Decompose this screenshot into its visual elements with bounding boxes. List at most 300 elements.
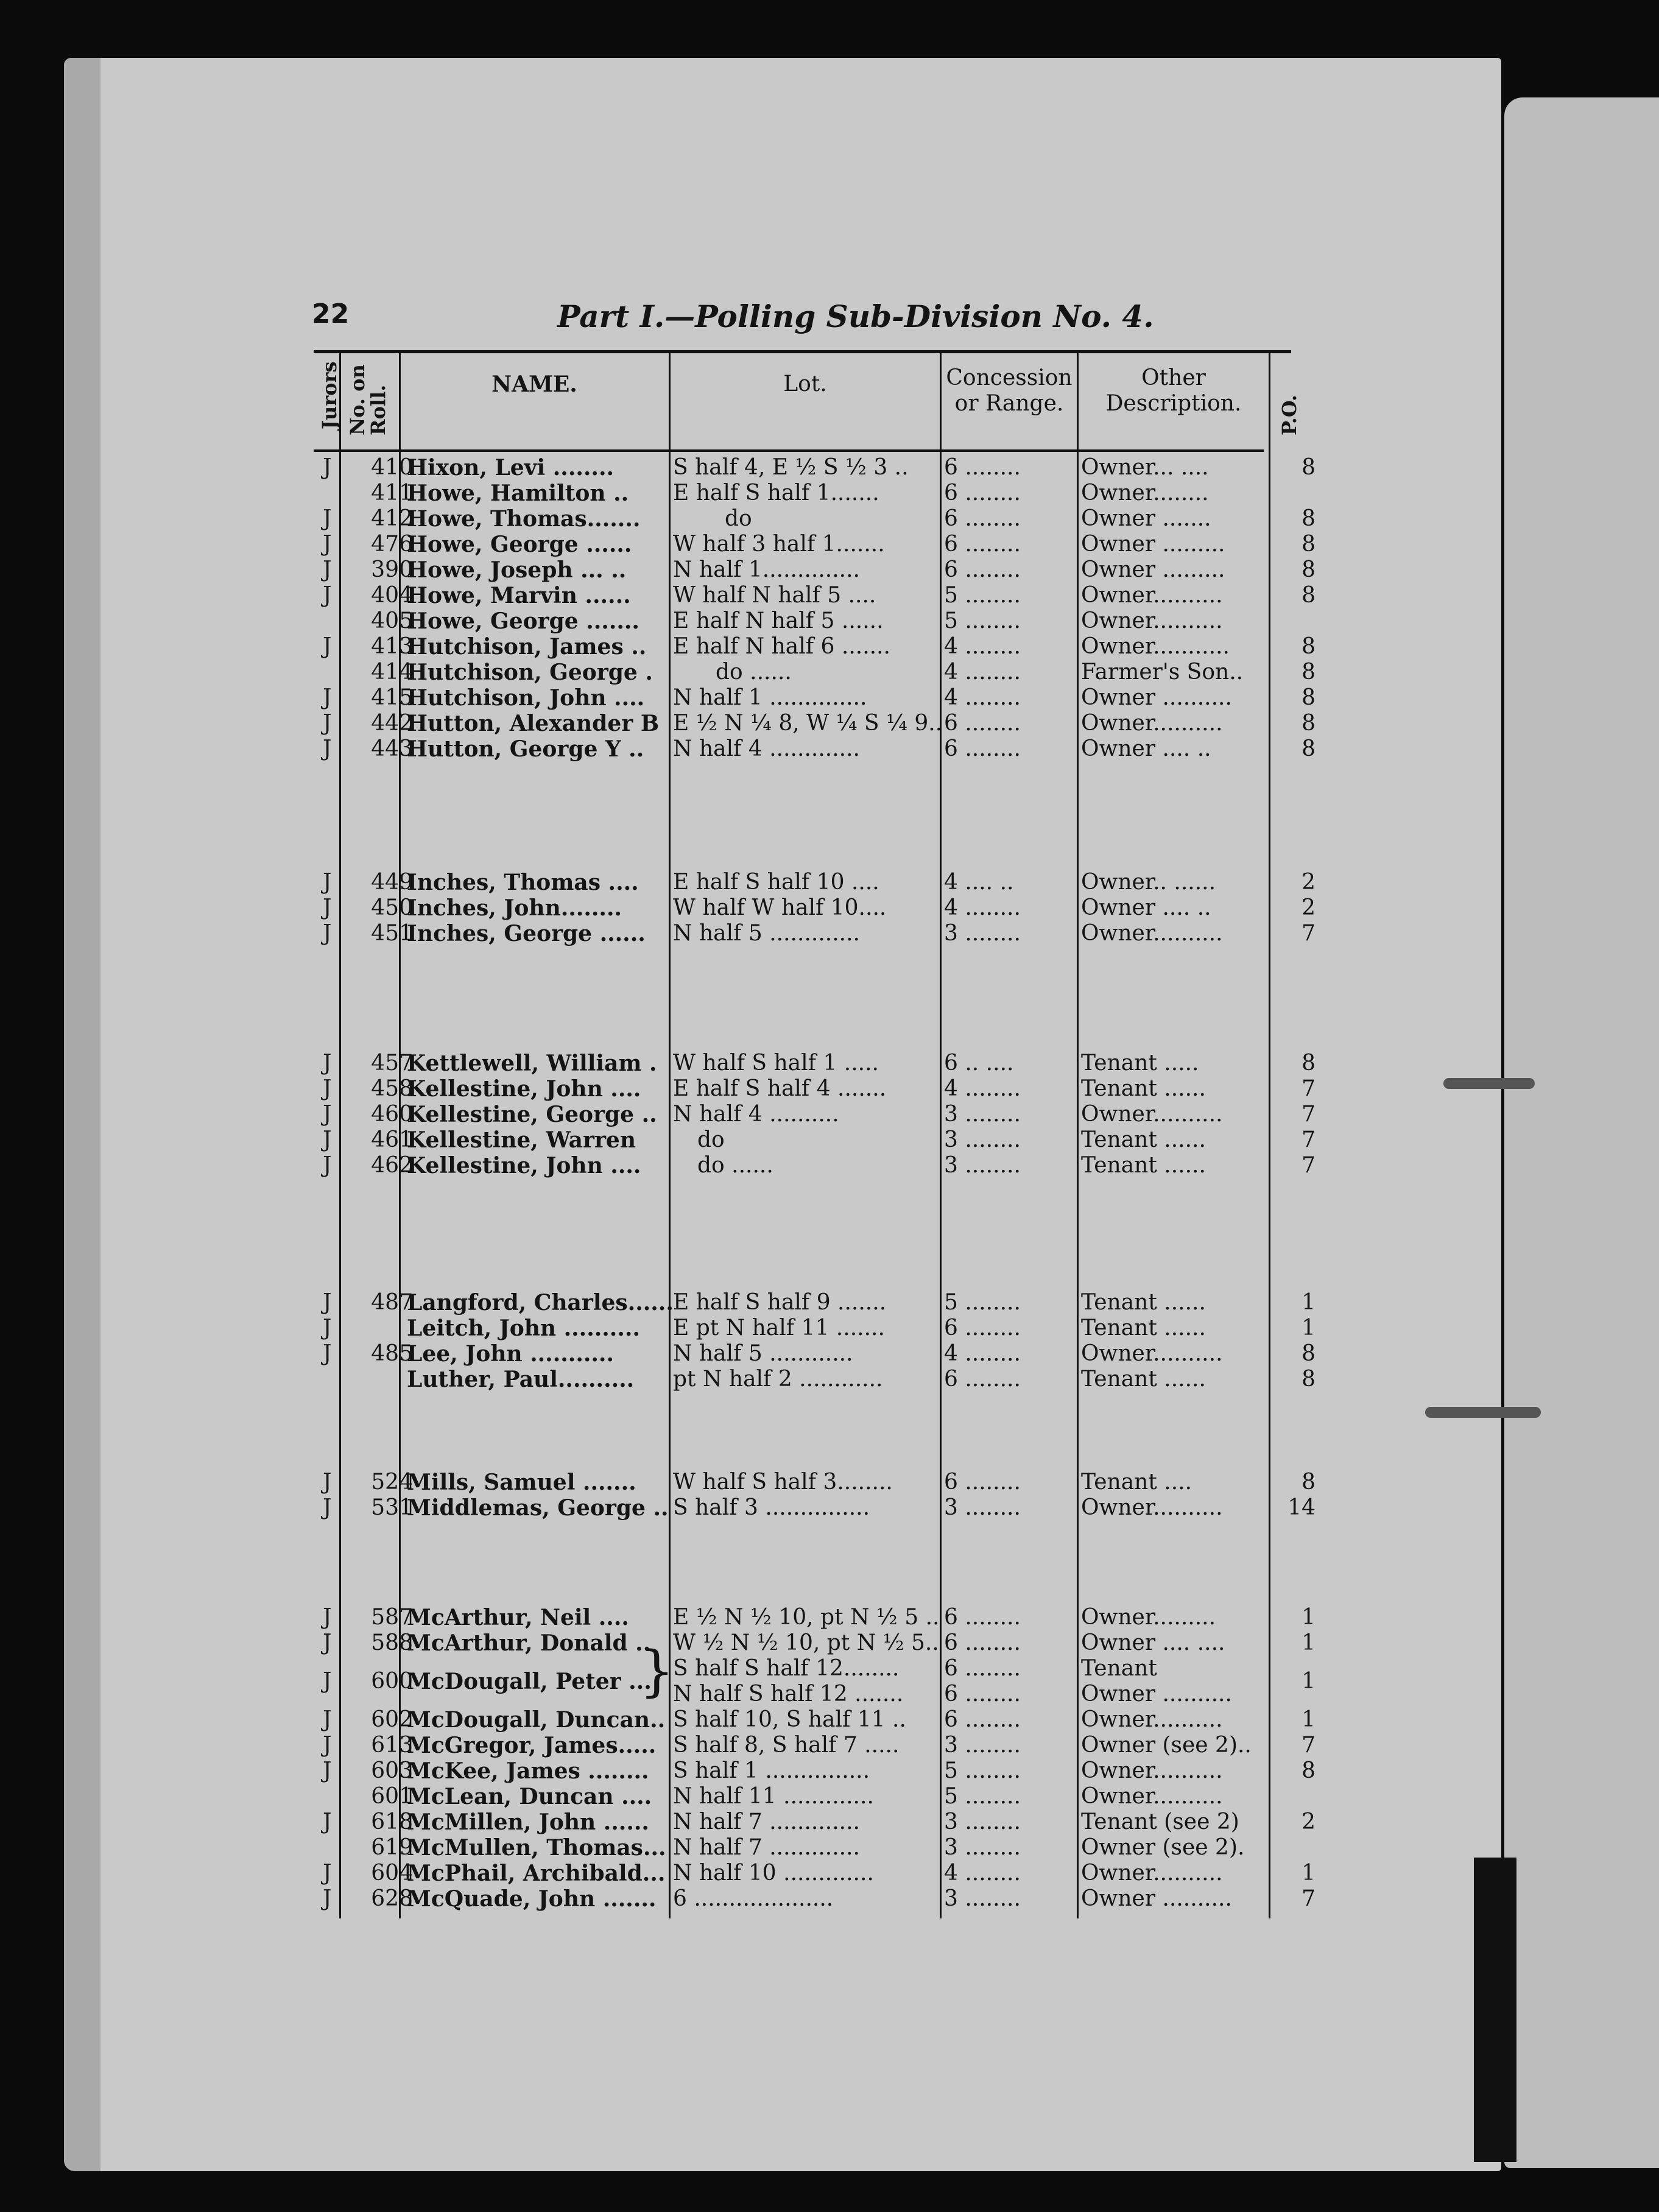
brace-mark: } xyxy=(639,1640,675,1703)
cell-name: Hutton, George Y .. xyxy=(407,736,644,762)
cell-lot: N half 4 ............. xyxy=(673,736,860,761)
cell-jurors: J xyxy=(323,736,332,761)
table-row xyxy=(317,1153,1316,1178)
cell-po: 14 xyxy=(1287,1495,1316,1520)
cell-lot: do xyxy=(697,1127,725,1152)
cell-po: 8 xyxy=(1301,455,1316,480)
cell-jurors: J xyxy=(323,1341,332,1366)
page-fold-shadow xyxy=(1474,1858,1516,2162)
cell-lot: S half 1 ............... xyxy=(673,1758,870,1783)
table-row xyxy=(317,711,1316,736)
col-header-po: P.O. xyxy=(1278,394,1301,435)
cell-other: Owner.. ...... xyxy=(1081,870,1216,895)
cell-no: 410 xyxy=(371,455,413,480)
table-row xyxy=(317,870,1316,895)
cell-no: 613 xyxy=(371,1733,413,1758)
cell-po: 1 xyxy=(1301,1316,1316,1340)
table-row xyxy=(317,1102,1316,1127)
cell-po: 1 xyxy=(1301,1707,1316,1732)
cell-other: Owner... .... xyxy=(1081,455,1209,480)
cell-jurors: J xyxy=(323,1495,332,1520)
table-row xyxy=(317,736,1316,762)
table-row xyxy=(317,506,1316,532)
cell-po: 7 xyxy=(1301,1076,1316,1101)
cell-concession: 6 ........ xyxy=(944,1682,1021,1707)
table-row xyxy=(317,1367,1316,1392)
cell-concession: 5 ........ xyxy=(944,1784,1021,1809)
cell-concession: 3 ........ xyxy=(944,1495,1021,1520)
cell-lot: W ½ N ½ 10, pt N ½ 5.. xyxy=(673,1630,939,1655)
cell-lot: do ...... xyxy=(697,1153,773,1178)
cell-jurors: J xyxy=(323,557,332,582)
cell-no: 619 xyxy=(371,1835,413,1860)
cell-other: Tenant ...... xyxy=(1081,1153,1206,1178)
table-row xyxy=(317,1758,1316,1784)
cell-concession: 6 ........ xyxy=(944,1707,1021,1732)
cell-lot: E half S half 4 ....... xyxy=(673,1076,887,1101)
cell-jurors: J xyxy=(323,1886,332,1911)
cell-po: 1 xyxy=(1301,1861,1316,1886)
binding-mark xyxy=(1425,1407,1541,1418)
cell-name: Hutchison, John .... xyxy=(407,685,645,711)
cell-lot: N half 7 ............. xyxy=(673,1835,860,1860)
cell-po: 2 xyxy=(1301,870,1316,895)
cell-jurors: J xyxy=(323,870,332,895)
cell-name: McArthur, Neil .... xyxy=(407,1605,629,1630)
cell-jurors: J xyxy=(323,1861,332,1886)
cell-lot: N half 1.............. xyxy=(673,557,860,582)
cell-concession: 4 ........ xyxy=(944,1076,1021,1101)
cell-lot: E pt N half 11 ....... xyxy=(673,1316,885,1340)
cell-lot: S half 10, S half 11 .. xyxy=(673,1707,906,1732)
table-row xyxy=(317,634,1316,660)
cell-lot: E half S half 9 ....... xyxy=(673,1290,887,1315)
cell-no: 450 xyxy=(371,895,413,920)
cell-po: 2 xyxy=(1301,1809,1316,1834)
cell-jurors: J xyxy=(323,1733,332,1758)
cell-po: 2 xyxy=(1301,895,1316,920)
cell-concession: 3 ........ xyxy=(944,1733,1021,1758)
cell-other: Owner .... .. xyxy=(1081,736,1211,761)
cell-name: McPhail, Archibald... xyxy=(407,1861,666,1886)
table-row xyxy=(317,608,1303,634)
cell-lot: N half 1 .............. xyxy=(673,685,867,710)
col-header-no-on-roll: No. on Roll. xyxy=(346,364,390,435)
cell-other: Owner.......... xyxy=(1081,1707,1223,1732)
cell-jurors: J xyxy=(323,1669,332,1694)
cell-name: McMullen, Thomas... xyxy=(407,1835,666,1861)
cell-other: Owner.......... xyxy=(1081,608,1223,633)
cell-po: 8 xyxy=(1301,1758,1316,1783)
cell-lot: do ...... xyxy=(716,660,792,685)
cell-po: 8 xyxy=(1301,506,1316,531)
cell-jurors: J xyxy=(323,711,332,736)
cell-other: Owner.......... xyxy=(1081,1102,1223,1127)
cell-lot: N half 5 ............. xyxy=(673,921,860,946)
table-row xyxy=(317,557,1316,583)
cell-po: 8 xyxy=(1301,532,1316,557)
table-row xyxy=(317,895,1316,921)
col-header-jurors: Jurors xyxy=(318,361,341,429)
cell-other: Tenant ...... xyxy=(1081,1290,1206,1315)
cell-po: 8 xyxy=(1301,634,1316,659)
cell-no: 600 xyxy=(371,1669,413,1694)
cell-no: 487 xyxy=(371,1290,413,1315)
table-row xyxy=(317,1784,1303,1809)
cell-concession: 6 ........ xyxy=(944,532,1021,557)
table-row xyxy=(317,1470,1316,1495)
binding-mark xyxy=(1443,1078,1535,1089)
cell-concession: 5 ........ xyxy=(944,608,1021,633)
header-bottom-rule xyxy=(314,449,1264,452)
cell-name: Kellestine, John .... xyxy=(407,1153,641,1178)
cell-name: Langford, Charles...... xyxy=(407,1290,674,1316)
cell-no: 414 xyxy=(371,660,413,685)
cell-po: 1 xyxy=(1301,1630,1316,1655)
cell-name: Luther, Paul.......... xyxy=(407,1367,635,1392)
cell-other: Owner.......... xyxy=(1081,1495,1223,1520)
cell-name: Hutton, Alexander B xyxy=(407,711,660,736)
cell-concession: 3 ........ xyxy=(944,1835,1021,1860)
cell-other: Owner .......... xyxy=(1081,685,1232,710)
cell-lot: N half 5 ............ xyxy=(673,1341,853,1366)
cell-no: 476 xyxy=(371,532,413,557)
cell-other: Owner.......... xyxy=(1081,1341,1223,1366)
cell-po: 7 xyxy=(1301,1886,1316,1911)
table-row xyxy=(317,1733,1316,1758)
cell-other: Owner (see 2).. xyxy=(1081,1733,1252,1758)
cell-concession: 6 ........ xyxy=(944,1630,1021,1655)
cell-name: Leitch, John .......... xyxy=(407,1316,640,1341)
table-row xyxy=(317,1605,1316,1630)
col-header-concession: Concession or Range. xyxy=(946,365,1073,416)
cell-other: Tenant ...... xyxy=(1081,1127,1206,1152)
cell-no: 458 xyxy=(371,1076,413,1101)
cell-name: McDougall, Duncan.. xyxy=(407,1707,666,1733)
cell-name: McGregor, James..... xyxy=(407,1733,657,1758)
table-row xyxy=(317,1835,1303,1861)
cell-no: 443 xyxy=(371,736,413,761)
cell-name: Kellestine, George .. xyxy=(407,1102,657,1127)
table-row xyxy=(317,455,1316,481)
cell-concession: 6 ........ xyxy=(944,506,1021,531)
cell-no: 601 xyxy=(371,1784,413,1809)
page-title: Part I.—Polling Sub-Division No. 4. xyxy=(557,298,1154,334)
cell-po: 1 xyxy=(1301,1669,1316,1694)
cell-no: 405 xyxy=(371,608,413,633)
table-row xyxy=(317,685,1316,711)
cell-no: 415 xyxy=(371,685,413,710)
cell-other: Tenant ..... xyxy=(1081,1051,1199,1076)
cell-lot: S half S half 12........ xyxy=(673,1656,900,1681)
cell-no: 602 xyxy=(371,1707,413,1732)
cell-concession: 6 ........ xyxy=(944,1470,1021,1495)
cell-other: Owner........ xyxy=(1081,481,1209,505)
cell-lot: W half W half 10.... xyxy=(673,895,887,920)
cell-no: 524 xyxy=(371,1470,413,1495)
cell-jurors: J xyxy=(323,1707,332,1732)
table-row xyxy=(317,1630,1316,1656)
cell-concession: 4 ........ xyxy=(944,1861,1021,1886)
cell-no: 413 xyxy=(371,634,413,659)
cell-other: Owner.......... xyxy=(1081,583,1223,608)
cell-po: 7 xyxy=(1301,1733,1316,1758)
cell-po: 8 xyxy=(1301,711,1316,736)
cell-no: 587 xyxy=(371,1605,413,1630)
cell-name: Howe, Thomas....... xyxy=(407,506,641,532)
cell-lot: N half 11 ............. xyxy=(673,1784,874,1809)
cell-no: 461 xyxy=(371,1127,413,1152)
table-row xyxy=(317,1861,1316,1886)
cell-jurors: J xyxy=(323,1316,332,1340)
cell-lot: W half 3 half 1....... xyxy=(673,532,885,557)
cell-concession: 4 .... .. xyxy=(944,870,1014,895)
cell-name: Kettlewell, William . xyxy=(407,1051,657,1076)
cell-lot: E ½ N ¼ 8, W ¼ S ¼ 9.. xyxy=(673,711,943,736)
cell-po: 7 xyxy=(1301,1127,1316,1152)
cell-jurors: J xyxy=(323,1102,332,1127)
cell-concession: 3 ........ xyxy=(944,1153,1021,1178)
cell-concession: 4 ........ xyxy=(944,634,1021,659)
cell-po: 7 xyxy=(1301,921,1316,946)
table-row xyxy=(317,1809,1316,1835)
cell-concession: 5 ........ xyxy=(944,1290,1021,1315)
cell-no: 485 xyxy=(371,1341,413,1366)
cell-other: Farmer's Son.. xyxy=(1081,660,1244,685)
cell-other: Owner ....... xyxy=(1081,506,1211,531)
cell-concession: 3 ........ xyxy=(944,1127,1021,1152)
table-row xyxy=(317,1127,1316,1153)
cell-jurors: J xyxy=(323,1758,332,1783)
cell-other: Owner.......... xyxy=(1081,1861,1223,1886)
cell-lot: N half 4 .......... xyxy=(673,1102,839,1127)
cell-concession: 6 ........ xyxy=(944,1605,1021,1630)
cell-jurors: J xyxy=(323,583,332,608)
cell-jurors: J xyxy=(323,1153,332,1178)
table-row xyxy=(317,1886,1316,1912)
cell-no: 628 xyxy=(371,1886,413,1911)
facing-page-edge xyxy=(1504,97,1659,2168)
cell-jurors: J xyxy=(323,895,332,920)
cell-other: Tenant xyxy=(1081,1656,1157,1681)
cell-other: Owner ......... xyxy=(1081,557,1225,582)
cell-no: 404 xyxy=(371,583,413,608)
cell-lot: E half S half 1....... xyxy=(673,481,879,505)
cell-name: Mills, Samuel ....... xyxy=(407,1470,636,1495)
cell-other: Owner......... xyxy=(1081,1605,1216,1630)
cell-lot: E ½ N ½ 10, pt N ½ 5 .. xyxy=(673,1605,940,1630)
cell-concession: 6 ........ xyxy=(944,711,1021,736)
cell-concession: 4 ........ xyxy=(944,1341,1021,1366)
cell-name: McLean, Duncan .... xyxy=(407,1784,652,1809)
cell-name: Middlemas, George .. xyxy=(407,1495,669,1521)
table-row xyxy=(317,1076,1316,1102)
cell-concession: 4 ........ xyxy=(944,895,1021,920)
cell-jurors: J xyxy=(323,921,332,946)
page-number: 22 xyxy=(312,298,350,329)
cell-concession: 5 ........ xyxy=(944,583,1021,608)
table-row xyxy=(317,1051,1316,1076)
cell-no: 531 xyxy=(371,1495,413,1520)
cell-name: Hixon, Levi ........ xyxy=(407,455,615,481)
cell-jurors: J xyxy=(323,1470,332,1495)
cell-lot: W half S half 1 ..... xyxy=(673,1051,879,1076)
cell-concession: 4 ........ xyxy=(944,660,1021,685)
cell-name: McMillen, John ...... xyxy=(407,1809,649,1835)
cell-lot: N half 7 ............. xyxy=(673,1809,860,1834)
cell-concession: 3 ........ xyxy=(944,1886,1021,1911)
cell-jurors: J xyxy=(323,1127,332,1152)
col-header-name: NAME. xyxy=(491,372,577,397)
cell-concession: 6 ........ xyxy=(944,557,1021,582)
cell-name: Inches, George ...... xyxy=(407,921,646,946)
cell-jurors: J xyxy=(323,1076,332,1101)
cell-name: McQuade, John ....... xyxy=(407,1886,657,1912)
cell-no: 462 xyxy=(371,1153,413,1178)
cell-name: McDougall, Peter ... xyxy=(407,1669,652,1694)
cell-no: 604 xyxy=(371,1861,413,1886)
cell-lot: S half 4, E ½ S ½ 3 .. xyxy=(673,455,909,480)
cell-po: 7 xyxy=(1301,1153,1316,1178)
cell-no: 451 xyxy=(371,921,413,946)
cell-po: 8 xyxy=(1301,1341,1316,1366)
cell-name: Inches, Thomas .... xyxy=(407,870,639,895)
cell-no: 390 xyxy=(371,557,413,582)
cell-no: 442 xyxy=(371,711,413,736)
cell-lot: N half 10 ............. xyxy=(673,1861,874,1886)
cell-name: McArthur, Donald .. xyxy=(407,1630,651,1656)
cell-name: Howe, Marvin ...... xyxy=(407,583,631,608)
cell-jurors: J xyxy=(323,685,332,710)
cell-lot: W half N half 5 .... xyxy=(673,583,876,608)
col-header-lot: Lot. xyxy=(783,372,827,396)
cell-other: Owner .... .. xyxy=(1081,895,1211,920)
cell-concession: 6 ........ xyxy=(944,481,1021,505)
cell-name: Kellestine, John .... xyxy=(407,1076,641,1102)
cell-po: 8 xyxy=(1301,736,1316,761)
cell-concession: 6 ........ xyxy=(944,1367,1021,1392)
cell-jurors: J xyxy=(323,506,332,531)
cell-lot: pt N half 2 ............ xyxy=(673,1367,883,1392)
table-row xyxy=(317,583,1316,608)
cell-po: 7 xyxy=(1301,1102,1316,1127)
cell-po: 8 xyxy=(1301,1470,1316,1495)
cell-other: Owner.......... xyxy=(1081,1758,1223,1783)
cell-jurors: J xyxy=(323,455,332,480)
table-row xyxy=(317,921,1316,946)
cell-concession: 6 .. .... xyxy=(944,1051,1014,1076)
cell-other: Owner (see 2). xyxy=(1081,1835,1245,1860)
cell-name: Howe, George ...... xyxy=(407,532,632,557)
cell-other: Owner .......... xyxy=(1081,1886,1232,1911)
cell-concession: 3 ........ xyxy=(944,1809,1021,1834)
cell-jurors: J xyxy=(323,1605,332,1630)
cell-name: Hutchison, James .. xyxy=(407,634,647,660)
cell-concession: 6 ........ xyxy=(944,455,1021,480)
cell-jurors: J xyxy=(323,532,332,557)
cell-po: 1 xyxy=(1301,1605,1316,1630)
cell-concession: 3 ........ xyxy=(944,1102,1021,1127)
cell-po: 1 xyxy=(1301,1290,1316,1315)
cell-lot: S half 8, S half 7 ..... xyxy=(673,1733,900,1758)
cell-concession: 6 ........ xyxy=(944,1656,1021,1681)
cell-po: 8 xyxy=(1301,660,1316,685)
cell-name: Lee, John ........... xyxy=(407,1341,614,1367)
header-top-rule xyxy=(314,350,1291,353)
cell-no: 449 xyxy=(371,870,413,895)
cell-jurors: J xyxy=(323,1051,332,1076)
cell-no: 588 xyxy=(371,1630,413,1655)
cell-other: Owner .......... xyxy=(1081,1682,1232,1707)
cell-no: 460 xyxy=(371,1102,413,1127)
cell-other: Tenant ...... xyxy=(1081,1367,1206,1392)
cell-name: Howe, Hamilton .. xyxy=(407,481,629,506)
cell-concession: 4 ........ xyxy=(944,685,1021,710)
cell-concession: 3 ........ xyxy=(944,921,1021,946)
table-row xyxy=(317,1316,1316,1341)
cell-jurors: J xyxy=(323,634,332,659)
cell-lot: E half N half 5 ...... xyxy=(673,608,884,633)
cell-no: 411 xyxy=(371,481,413,505)
page-edge-shadow xyxy=(64,58,100,2171)
cell-po: 8 xyxy=(1301,557,1316,582)
cell-name: Inches, John........ xyxy=(407,895,622,921)
cell-jurors: J xyxy=(323,1290,332,1315)
cell-name: Howe, Joseph ... .. xyxy=(407,557,627,583)
cell-other: Owner........... xyxy=(1081,634,1230,659)
cell-name: Howe, George ....... xyxy=(407,608,639,634)
cell-concession: 5 ........ xyxy=(944,1758,1021,1783)
cell-lot: S half 3 ............... xyxy=(673,1495,870,1520)
cell-name: Kellestine, Warren xyxy=(407,1127,636,1153)
cell-concession: 6 ........ xyxy=(944,736,1021,761)
cell-lot: N half S half 12 ....... xyxy=(673,1682,904,1707)
cell-po: 8 xyxy=(1301,583,1316,608)
table-row xyxy=(317,660,1316,685)
cell-name: Hutchison, George . xyxy=(407,660,653,685)
cell-concession: 6 ........ xyxy=(944,1316,1021,1340)
cell-no: 603 xyxy=(371,1758,413,1783)
cell-other: Owner.......... xyxy=(1081,711,1223,736)
cell-no: 457 xyxy=(371,1051,413,1076)
cell-name: McKee, James ........ xyxy=(407,1758,649,1784)
cell-no: 618 xyxy=(371,1809,413,1834)
cell-other: Tenant .... xyxy=(1081,1470,1192,1495)
cell-other: Owner ......... xyxy=(1081,532,1225,557)
cell-lot: E half S half 10 .... xyxy=(673,870,879,895)
cell-jurors: J xyxy=(323,1809,332,1834)
cell-other: Owner.......... xyxy=(1081,921,1223,946)
cell-lot: do xyxy=(725,506,752,531)
table-row xyxy=(317,1341,1316,1367)
table-row xyxy=(317,481,1303,506)
cell-other: Owner.......... xyxy=(1081,1784,1223,1809)
cell-other: Tenant ...... xyxy=(1081,1076,1206,1101)
table-row xyxy=(317,1707,1316,1733)
cell-lot: 6 .................... xyxy=(673,1886,834,1911)
col-header-other: Other Description. xyxy=(1105,365,1242,416)
cell-other: Owner .... .... xyxy=(1081,1630,1225,1655)
table-row xyxy=(317,1290,1316,1316)
cell-po: 8 xyxy=(1301,1051,1316,1076)
cell-po: 8 xyxy=(1301,685,1316,710)
cell-po: 8 xyxy=(1301,1367,1316,1392)
cell-other: Tenant (see 2) xyxy=(1081,1809,1239,1834)
cell-lot: E half N half 6 ....... xyxy=(673,634,890,659)
table-row xyxy=(317,1669,1316,1707)
cell-other: Tenant ...... xyxy=(1081,1316,1206,1340)
cell-jurors: J xyxy=(323,1630,332,1655)
